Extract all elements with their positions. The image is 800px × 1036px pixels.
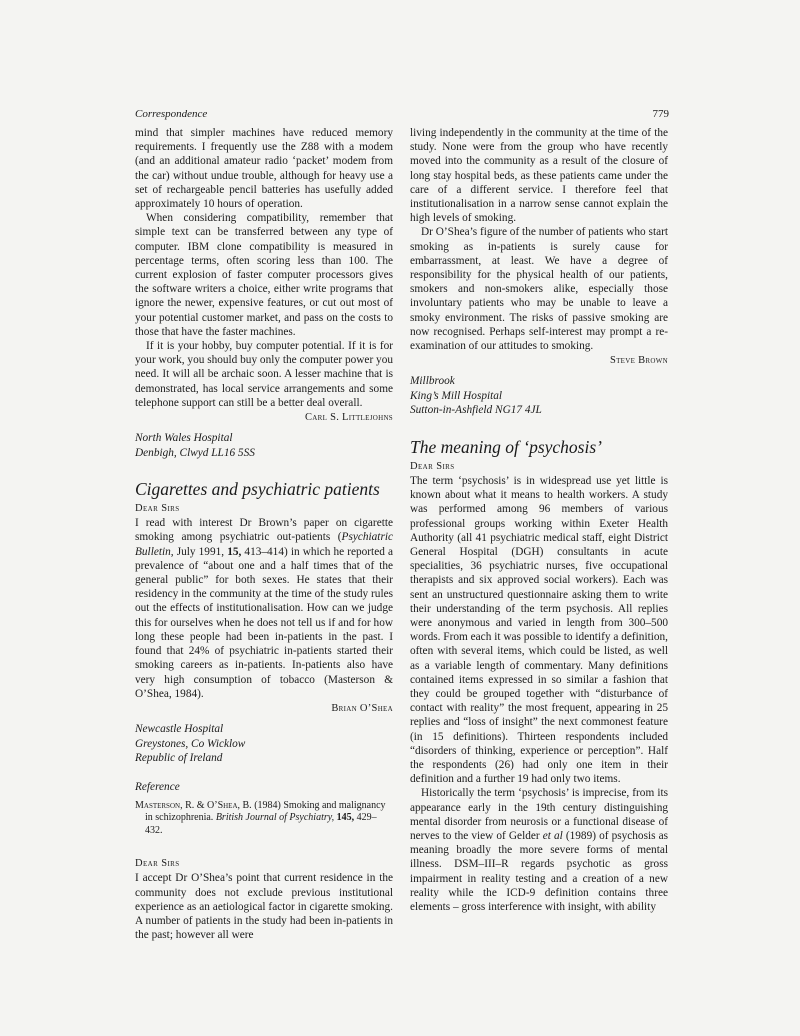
signature-text: Brian O’Shea xyxy=(331,702,393,714)
letter-paragraph xyxy=(135,516,393,701)
text: I read with interest Dr Brown’s paper on cigarette smoking among psychiatric out-patients ( xyxy=(135,517,393,544)
salutation: Dear Sirs xyxy=(410,460,455,472)
citation-etal: et al xyxy=(542,830,563,843)
address-line: North Wales Hospital xyxy=(135,432,233,445)
paragraph: Dr O’Shea’s figure of the number of patients who start smoking as in-patients is surely cause for embarrassment, at least. We have a degree of responsibility for the physical health of our patients, smokers and non-smokers alike, especially those involuntary patients who may be unable to leave a smoky environment. The risks of passive smoking are now recognised. Perhaps self-interest may prompt a re-examination of our attitudes to smoking. xyxy=(410,226,668,353)
author-address xyxy=(410,374,668,418)
reference-entry xyxy=(135,800,393,838)
author-signature xyxy=(410,354,668,368)
address-line: Denbigh, Clwyd LL16 5SS xyxy=(135,446,255,459)
author-address xyxy=(135,431,393,460)
paragraph: mind that simpler machines have reduced memory requirements. I frequently use the Z88 with a modem (and an additional amateur radio ‘packet’ modem from the car) without undue trouble, although for heavy use a set of rechargeable pencil batteries has usefully added approximately 10 hours of operation. xyxy=(135,127,393,211)
paragraph: When considering compatibility, remember that simple text can be transferred between any type of computer. IBM clone compatibility is measured in percentage terms, often scoring less than 100. The current explosion of faster computer processors gives the software writers a choice, either write programs that ignore the newer, expensive features, or cut out most of your potential customer market, and pass on the costs to those that have the faster machines. xyxy=(135,212,393,338)
volume-number: 15, xyxy=(227,545,242,558)
letter-paragraph: I accept Dr O’Shea’s point that current residence in the community does not exclude previous institutional experience as an aetiological factor in cigarette smoking. A number of patients in the study had been in-patients in the past; however all were xyxy=(135,872,393,942)
right-column xyxy=(410,126,668,914)
author-signature xyxy=(135,702,393,716)
volume-number: 145, xyxy=(336,812,355,824)
salutation: Dear Sirs xyxy=(135,858,180,870)
article-title: Cigarettes and psychiatric patients xyxy=(135,479,380,500)
address-line: Newcastle Hospital xyxy=(135,723,224,736)
text: 429–432. xyxy=(145,812,377,836)
left-column xyxy=(135,126,393,942)
journal-name: Psychiatric Bulletin, xyxy=(135,531,393,558)
running-head xyxy=(135,108,669,124)
paragraph: living independently in the community at the time of the study. None were from the group who have recently moved into the community as a result of the closure of long stay hospital beds, as these patients came under the care of a different service. I therefore feel that institutionalisation in a narrow sense cannot explain the high levels of smoking. xyxy=(410,127,668,225)
section-title: Correspondence xyxy=(135,108,208,120)
reference-heading: Reference xyxy=(135,780,180,793)
article-title: The meaning of ‘psychosis’ xyxy=(410,436,602,457)
salutation: Dear Sirs xyxy=(135,503,180,515)
text: Historically the term ‘psychosis’ is imprecise, from its appearance early in the 19th century distinguishing mental disorder from neurosis or a functional disease of nerves to the view of Gelder xyxy=(410,787,668,843)
paragraph: If it is your hobby, buy computer potential. If it is for your work, you should buy only the computer power you need. It will all be archaic soon. A lesser machine that is demonstrated, has local service arrangements and some telephone support can still be a better deal overall. xyxy=(135,340,393,409)
text: July 1991, xyxy=(173,545,228,558)
text: 413–414) in which he reported a prevalence of “about one and a half times that of the general public” for both sexes. He states that their residency in the community at the time of the study rules out the effects of institutionalisation. How can we judge this for ourselves when he does not tell us if and for how long these people had been in-patients in the past. I found that 24% of psychiatric in-patients started their smoking careers as in-patients. In-patients also have very high consumption of tobacco (Masterson & O’Shea, 1984). xyxy=(135,545,393,700)
paragraph xyxy=(410,786,668,914)
signature-text: Carl S. Littlejohns xyxy=(304,412,393,424)
page-number: 779 xyxy=(652,108,669,120)
address-line: Greystones, Co Wicklow xyxy=(135,737,246,750)
journal-name: British Journal of Psychiatry, xyxy=(215,812,335,824)
address-line: King’s Mill Hospital xyxy=(410,389,503,402)
reference-authors: Masterson, R. & O’Shea, B. xyxy=(135,799,252,811)
signature-text: Steve Brown xyxy=(609,355,668,367)
text: (1989) of psychosis as meaning broadly the more severe forms of mental illness. DSM–III–R regards psychotic as gross impairment in reality testing and a creation of a new reality while the ICD-9 definition contains three elements – gross interference with insight, with ability xyxy=(410,830,669,914)
address-line: Millbrook xyxy=(410,375,455,388)
paragraph: The term ‘psychosis’ is in widespread use yet little is known about what it means to health workers. A study was performed among 96 members of various professional groups working within Exeter Health Authority (all 41 psychiatric medical staff, eight District General Hospital (DGH) consultants in acute specialities, 36 psychiatric nurses, five occupational therapists and six approved social workers). Each was sent an unstructured questionnaire asking them to write their understanding of the term psychosis. All replies were anonymous and varied in length from 300–500 words. From each it was possible to identify a definition, often with several items, which could be listed, as well as a variable length of commentary. Many definitions contained items expressed in so similar a fashion that they could be grouped together with “disturbance of contact with reality” the most frequent, appearing in 25 replies and “loss of insight” the next commonest feature (in 15 definitions). Thirteen respondents included “disorders of thinking, experience or perception”. Half the respondents (26) had only one item in their definition and a further 19 had only two items. xyxy=(410,474,668,786)
author-signature xyxy=(135,411,393,425)
author-address xyxy=(135,722,393,766)
text: (1984) Smoking and malignancy in schizophrenia. xyxy=(145,799,386,824)
address-line: Republic of Ireland xyxy=(135,752,223,765)
address-line: Sutton-in-Ashfield NG17 4JL xyxy=(410,404,542,417)
